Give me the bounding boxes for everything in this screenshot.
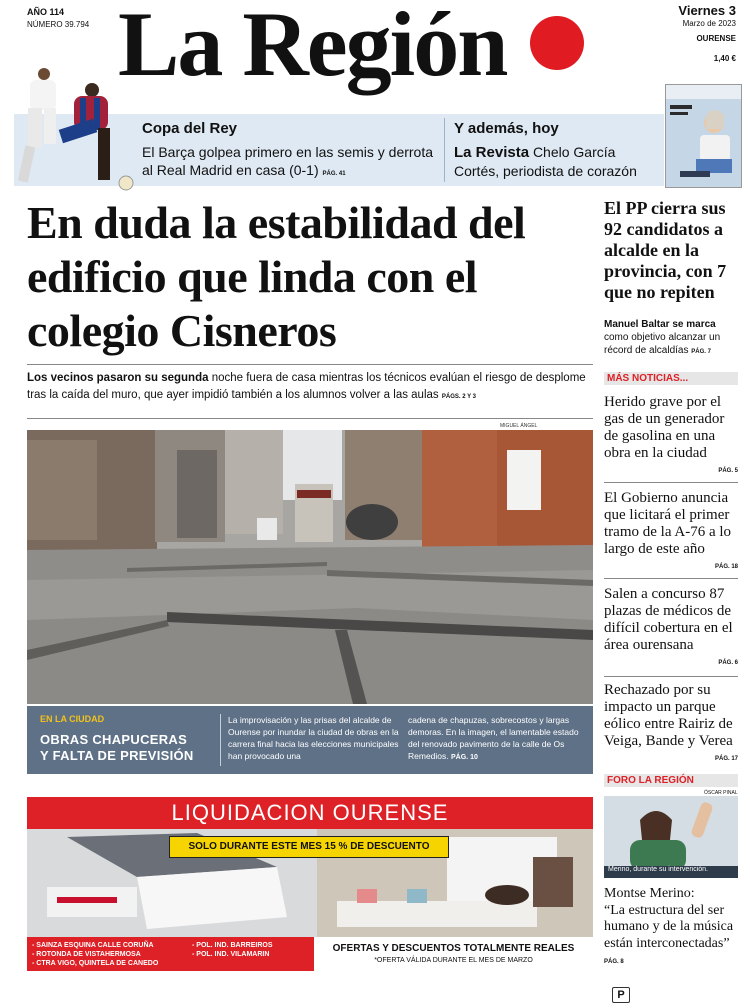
promo-right-text[interactable] — [454, 143, 662, 180]
caption-page: PÁG. 10 — [451, 754, 478, 761]
promo-divider — [444, 118, 445, 182]
ad-footer-text: OFERTAS Y DESCUENTOS TOTALMENTE REALES — [332, 943, 575, 954]
main-subhead-body: noche fuera de casa mientras los técnicos evalúan el riesgo de desplome tras la caída del muro, que ayer impidió también a los alumnos volver a las aulas — [27, 372, 586, 401]
caption-col-1: La improvisación y las prisas del alcalde de Ourense por inundar la ciudad de obras en la carrera final hacia las elecciones municipales han provocado una — [228, 715, 399, 761]
divider — [604, 578, 738, 579]
ad-address: - POL. IND. BARREIROS — [192, 942, 273, 949]
news-item-page: PÁG. 6 — [718, 660, 738, 666]
news-item[interactable]: El Gobierno anuncia que licitará el primer tramo de la A-76 a lo largo de este año — [604, 490, 732, 557]
promo-right-brand: La Revista — [454, 144, 530, 161]
caption-title[interactable] — [40, 732, 194, 764]
weekday: Viernes 3 — [678, 3, 736, 18]
ad-address: - POL. IND. VILAMARIN — [192, 951, 270, 958]
price: 1,40 € — [713, 54, 736, 63]
caption-title-line-2: Y FALTA DE PREVISIÓN — [40, 748, 194, 763]
forum-caption: Merino, durante su intervención. — [608, 866, 708, 873]
promo-left-page: PÁG. 41 — [322, 171, 346, 177]
forum-page: PÁG. 8 — [604, 959, 624, 965]
forum-story[interactable] — [604, 886, 738, 971]
forum-speaker: Montse Merino: — [604, 886, 695, 901]
promo-left-heading: Copa del Rey — [142, 120, 238, 137]
news-item-page: PÁG. 18 — [714, 564, 738, 570]
news-item-page: PÁG. 17 — [714, 756, 738, 762]
promo-left[interactable] — [142, 120, 237, 137]
promo-left-text[interactable] — [142, 143, 442, 183]
magazine-cover[interactable] — [665, 84, 742, 188]
caption-col-2-body: cadena de chapuzas, sobrecostos y largas demoras. En la imagen, el lamentable estado del renovado pavimento de la calle de Os Remedios. — [408, 715, 579, 761]
divider — [604, 676, 738, 677]
caption-divider — [220, 714, 221, 766]
main-subhead — [27, 370, 597, 406]
ad-addresses-left — [32, 941, 158, 968]
right-lead-subhead-body: como objetivo alcanzar un récord de alcaldías — [604, 332, 721, 356]
ad-address: - SAINZA ESQUINA CALLE CORUÑA — [32, 942, 154, 949]
forum-photo-credit: ÓSCAR PINAL — [704, 790, 738, 796]
edition-info — [27, 6, 89, 31]
issue-number: NÚMERO 39.794 — [27, 20, 90, 29]
main-subhead-lead: Los vecinos pasaron su segunda — [27, 372, 209, 384]
news-item-page: PÁG. 5 — [718, 468, 738, 474]
right-lead-subhead-lead: Manuel Baltar se marca — [604, 319, 716, 330]
caption-title-line-1: OBRAS CHAPUCERAS — [40, 732, 188, 747]
ad-footer-note: *OFERTA VÁLIDA DURANTE EL MES DE MARZO — [374, 957, 533, 964]
divider — [604, 482, 738, 483]
ad-addresses-right — [192, 941, 273, 959]
ad-address: - CTRA VIGO, QUINTELA DE CANEDO — [32, 960, 159, 967]
news-item[interactable]: Herido grave por el gas de un generador de gasolina en una obra en la ciudad — [604, 394, 725, 461]
magazine-cover-art — [666, 85, 742, 188]
news-item[interactable]: Rechazado por su impacto un parque eólico entre Rairiz de Veiga, Bande y Verea — [604, 682, 733, 749]
divider — [27, 364, 593, 365]
main-subhead-page: PÁGS. 2 Y 3 — [441, 394, 476, 400]
photo-credit: MIGUEL ÁNGEL — [500, 423, 538, 429]
ad-offer: SOLO DURANTE ESTE MES 15 % DE DESCUENTO — [169, 836, 449, 858]
promo-right[interactable] — [454, 120, 559, 137]
ad-title: LIQUIDACION OURENSE — [27, 797, 593, 829]
caption-col-2 — [408, 714, 584, 764]
right-lead-subhead — [604, 318, 738, 359]
right-lead-headline[interactable]: El PP cierra sus 92 candidatos a alcalde en la provincia, con 7 que no repiten — [604, 198, 727, 302]
date-month-year: Marzo de 2023 — [682, 19, 736, 28]
newspaper-logo[interactable]: La Región — [118, 0, 507, 95]
forum-section[interactable]: FORO LA REGIÓN — [604, 774, 738, 787]
edition-city: OURENSE — [696, 34, 736, 43]
promo-right-heading: Y además, hoy — [454, 120, 559, 137]
section-tag: EN LA CIUDAD — [40, 714, 105, 724]
date-block — [678, 4, 736, 65]
footer-p-logo: P — [612, 987, 630, 1003]
main-photo[interactable] — [27, 430, 593, 704]
ad-address: - ROTONDA DE VISTAHERMOSA — [32, 951, 141, 958]
logo-red-dot — [530, 16, 584, 70]
promo-left-body: El Barça golpea primero en las semis y derrota al Real Madrid en casa (0-1) — [142, 144, 434, 178]
news-item[interactable]: Salen a concurso 87 plazas de médicos de difícil cobertura en el área ourensana — [604, 586, 733, 653]
main-headline[interactable]: En duda la estabilidad del edificio que linda con el colegio Cisneros — [27, 197, 526, 356]
divider — [27, 418, 593, 419]
street-pavement-photo — [27, 430, 593, 704]
more-news-section[interactable]: MÁS NOTICIAS... — [604, 372, 738, 385]
right-lead-page: PÁG. 7 — [691, 349, 711, 355]
soccer-players-photo — [14, 62, 138, 194]
promo-right-body: Chelo García Cortés, periodista de corazón — [454, 144, 637, 179]
forum-quote: “La estructura del ser humano y de la música están interconectadas” — [604, 902, 734, 951]
year-label: AÑO 114 — [27, 7, 65, 17]
